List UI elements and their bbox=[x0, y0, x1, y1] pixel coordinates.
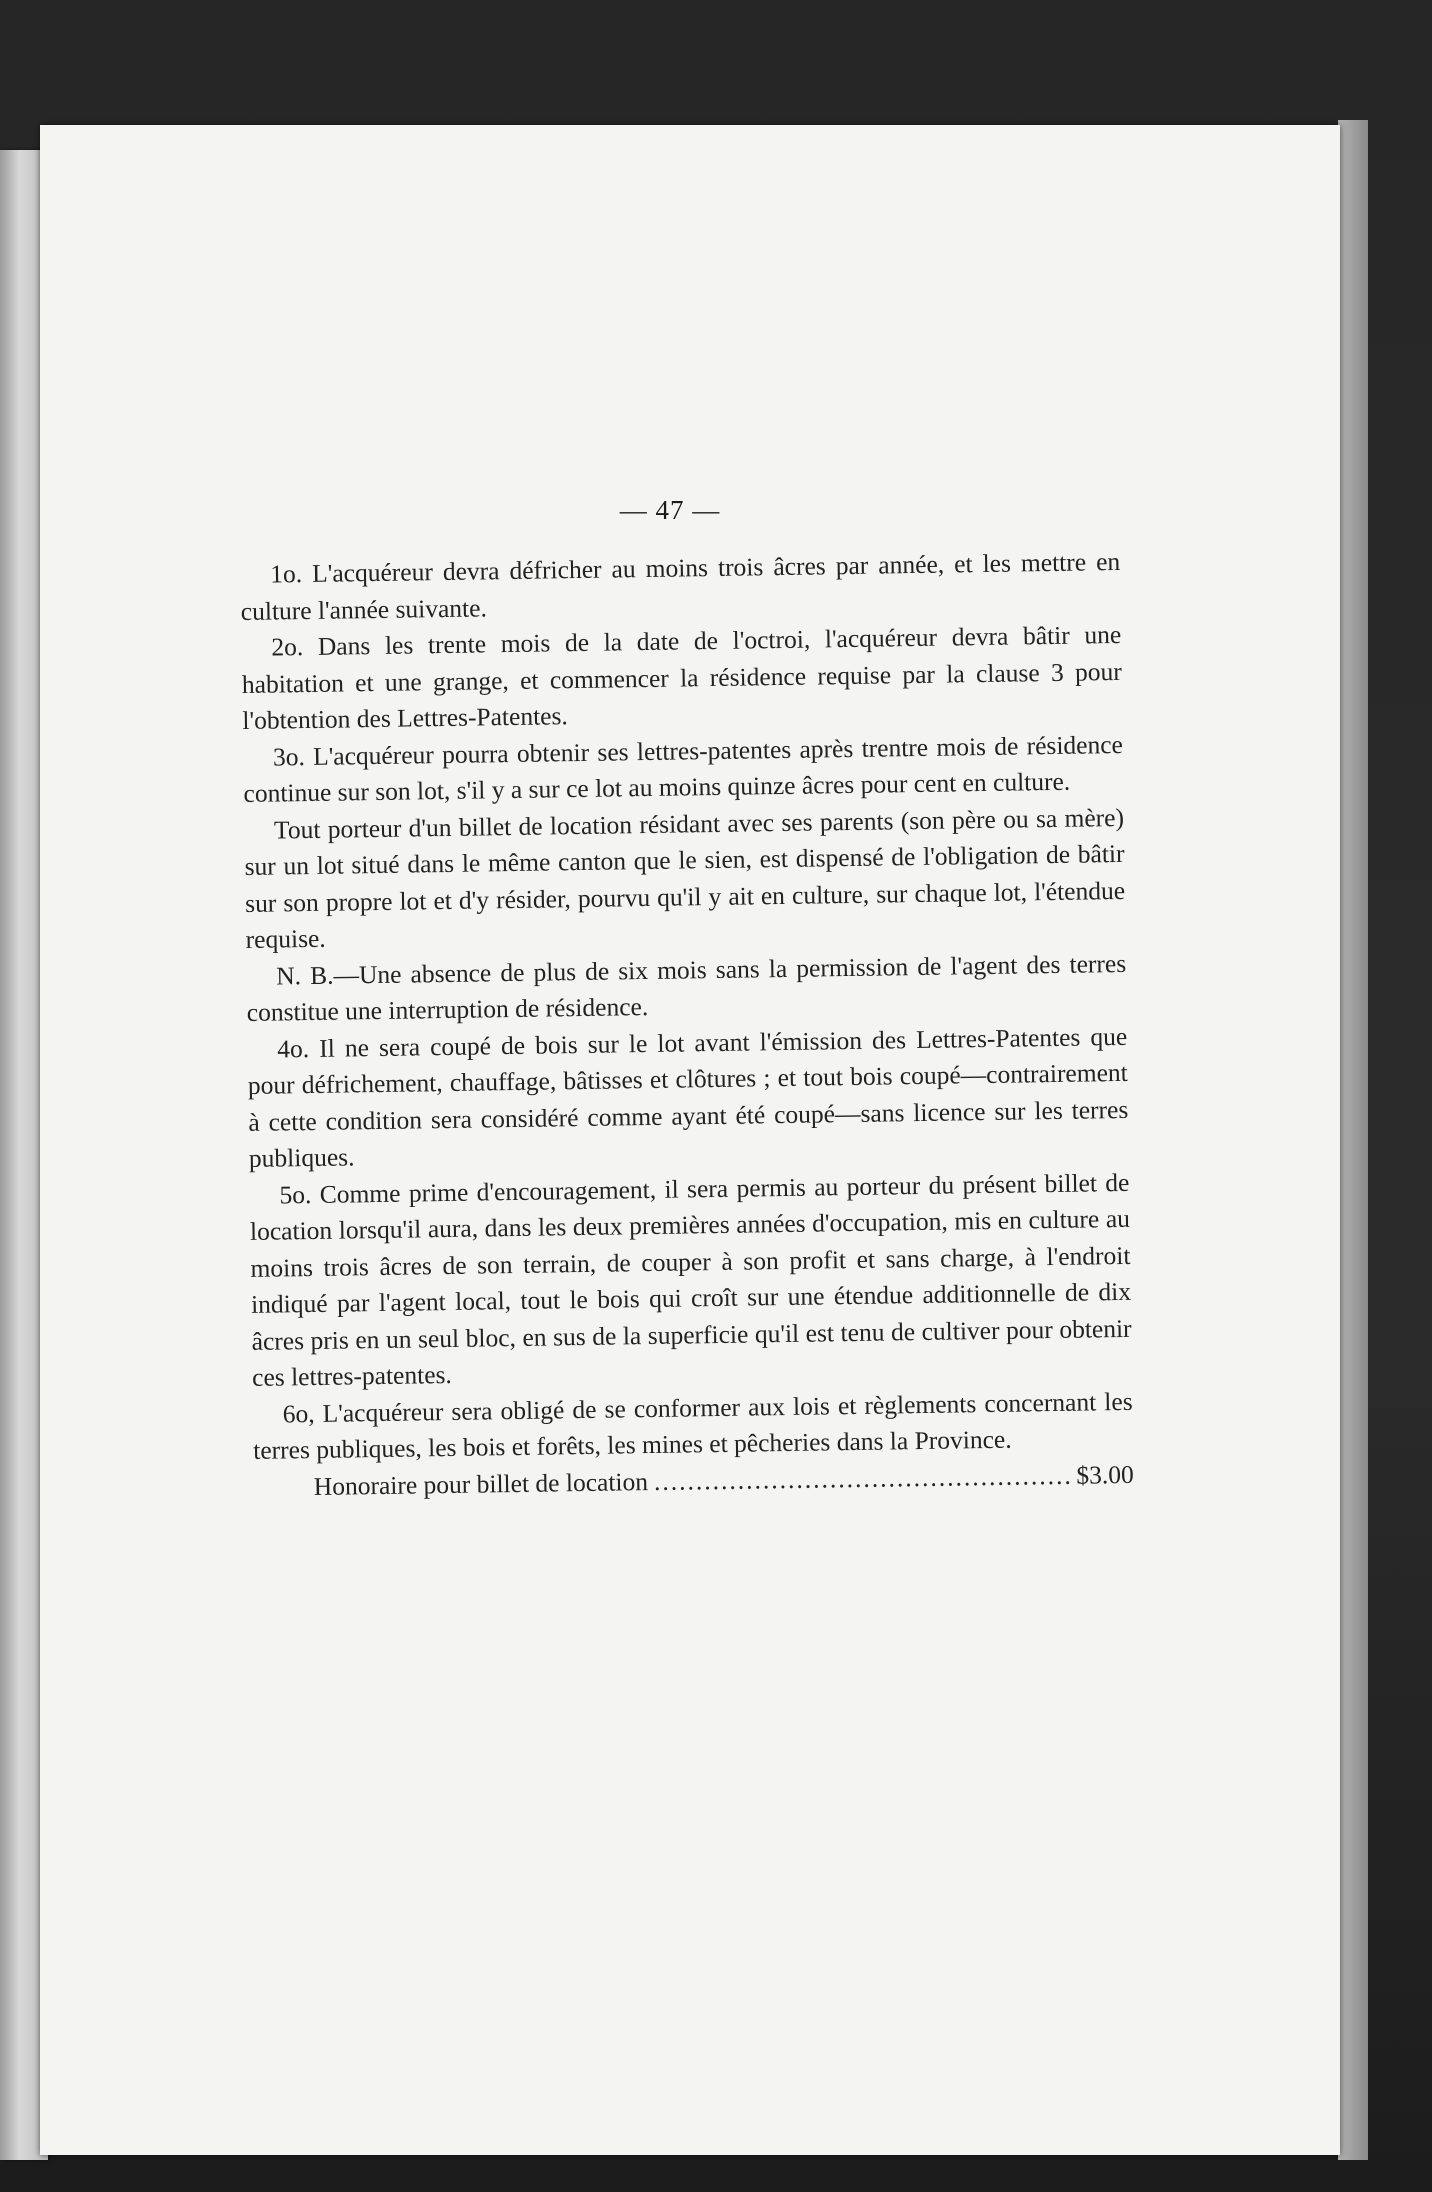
page-edge-shadow bbox=[1338, 120, 1368, 2160]
page-number: — 47 — bbox=[619, 495, 721, 525]
paragraph-nota-bene: N. B.—Une absence de plus de six mois sans la permission de l'agent des terres constitue une interruption de résidence. bbox=[246, 948, 1127, 1027]
page-body bbox=[240, 544, 1134, 1506]
fee-amount: $3.00 bbox=[1076, 1459, 1134, 1490]
paragraph-clause-3: 3o. L'acquéreur pourra obtenir ses lettres-patentes après trentre mois de résidence continue sur son lot, s'il y a sur ce lot au moins quinze âcres pour cent en culture. bbox=[243, 729, 1124, 808]
paragraph-clause-1: 1o. L'acquéreur devra défricher au moins trois âcres par année, et les mettre en culture l'année suivante. bbox=[240, 546, 1121, 626]
fee-leader-dots bbox=[654, 1457, 1071, 1500]
paragraph-clause-4: 4o. Il ne sera coupé de bois sur le lot avant l'émission des Lettres-Patentes que pour défrichement, chauffage, bâtisses et clôtures ; et tout bois coupé—contrairement à cette condition sera considéré comme ayant été coupé—sans licence sur les terres publiques. bbox=[247, 1021, 1129, 1173]
paragraph-clause-6: 6o, L'acquéreur sera obligé de se conformer aux lois et règlements concernant les terres publiques, les bois et forêts, les mines et pêcheries dans la Province. bbox=[253, 1386, 1133, 1465]
document-page bbox=[40, 125, 1340, 2155]
paragraph-clause-5: 5o. Comme prime d'encouragement, il sera permis au porteur du présent billet de location lorsqu'il aura, dans les deux premières années d'occupation, mis en culture au moins trois âcres de son terrain, de couper à son profit et sans charge, à l'endroit indiqué par l'agent local, tout le bois qui croît sur une étendue additionnelle de dix âcres pris en un seul bloc, en sus de la superficie qu'il est tenu de cultiver pour obtenir ces lettres-patentes. bbox=[249, 1167, 1132, 1392]
paragraph-parents-exemption: Tout porteur d'un billet de location résidant avec ses parents (son père ou sa mère) sur un lot situé dans le même canton que le sien, est dispensé de l'obligation de bâtir sur son propre lot et d'y résider, pourvu qu'il y ait en culture, sur chaque lot, l'étendue requise. bbox=[244, 802, 1126, 954]
paragraph-clause-2: 2o. Dans les trente mois de la date de l'octroi, l'acquéreur devra bâtir une habitation et une grange, et commencer la résidence requise par la clause 3 pour l'obtention des Lettres-Patentes. bbox=[241, 619, 1123, 735]
fee-label: Honoraire pour billet de location bbox=[313, 1466, 649, 1501]
